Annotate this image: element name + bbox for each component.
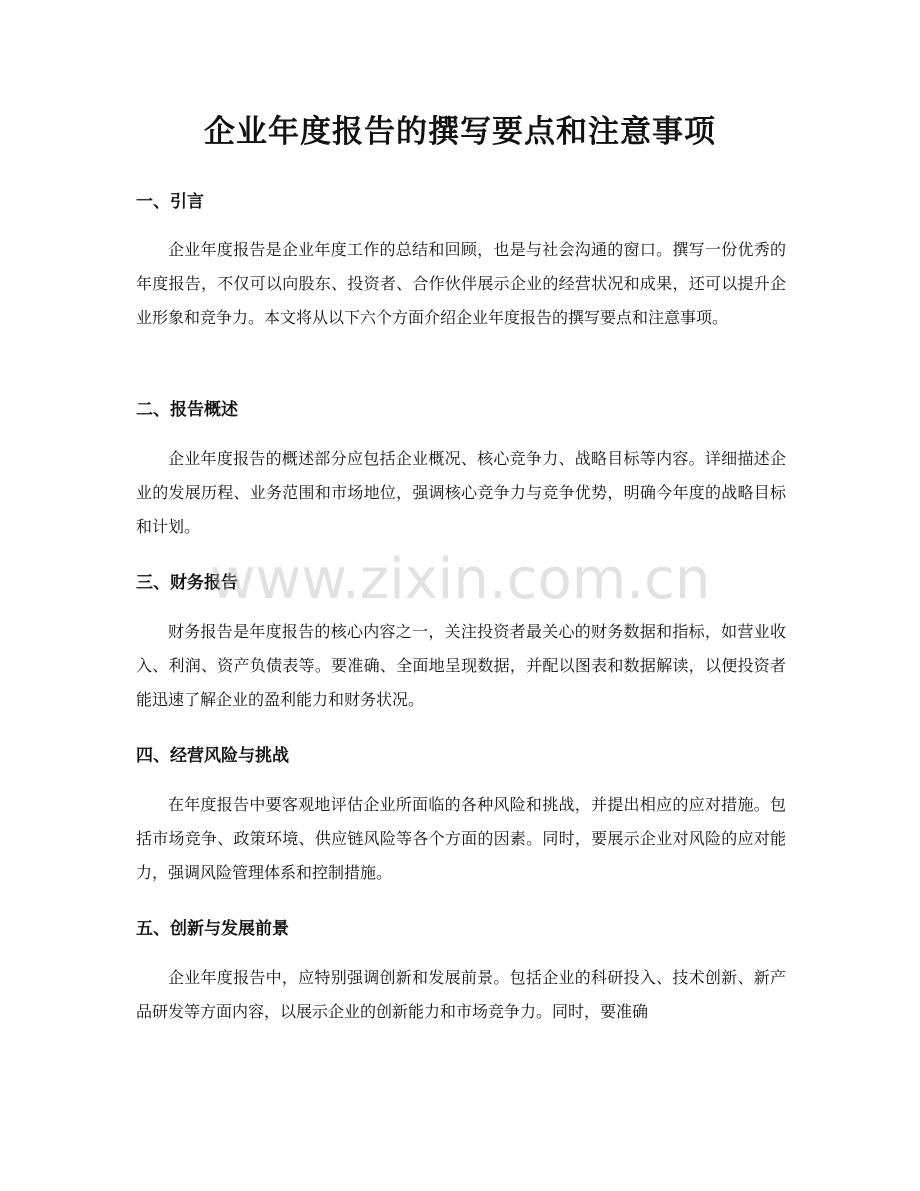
- section-heading-risks: 四、经营风险与挑战: [136, 746, 289, 766]
- document-title: 企业年度报告的撰写要点和注意事项: [204, 114, 716, 150]
- section-heading-financial: 三、财务报告: [136, 573, 238, 593]
- section-body-financial: 财务报告是年度报告的核心内容之一，关注投资者最关心的财务数据和指标，如营业收入、利润、资产负债表等。要准确、全面地呈现数据，并配以图表和数据解读，以便投资者能迅速了解企业的盈利能力和财务状况。: [136, 622, 786, 709]
- section-heading-introduction: 一、引言: [136, 192, 204, 212]
- section-body-overview: 企业年度报告的概述部分应包括企业概况、核心竞争力、战略目标等内容。详细描述企业的发展历程、业务范围和市场地位，强调核心竞争力与竞争优势，明确今年度的战略目标和计划。: [136, 449, 786, 536]
- section-heading-innovation: 五、创新与发展前景: [136, 919, 289, 939]
- section-body-introduction: 企业年度报告是企业年度工作的总结和回顾，也是与社会沟通的窗口。撰写一份优秀的年度报告，不仅可以向股东、投资者、合作伙伴展示企业的经营状况和成果，还可以提升企业形象和竞争力。本文将从以下六个方面介绍企业年度报告的撰写要点和注意事项。: [136, 240, 786, 327]
- section-heading-overview: 二、报告概述: [136, 400, 238, 420]
- watermark-text: www.zixin.com.cn: [209, 547, 711, 612]
- section-body-risks: 在年度报告中要客观地评估企业所面临的各种风险和挑战，并提出相应的应对措施。包括市场竞争、政策环境、供应链风险等各个方面的因素。同时，要展示企业对风险的应对能力，强调风险管理体系和控制措施。: [136, 795, 786, 882]
- section-body-innovation: 企业年度报告中，应特别强调创新和发展前景。包括企业的科研投入、技术创新、新产品研发等方面内容，以展示企业的创新能力和市场竞争力。同时，要准确: [136, 968, 786, 1021]
